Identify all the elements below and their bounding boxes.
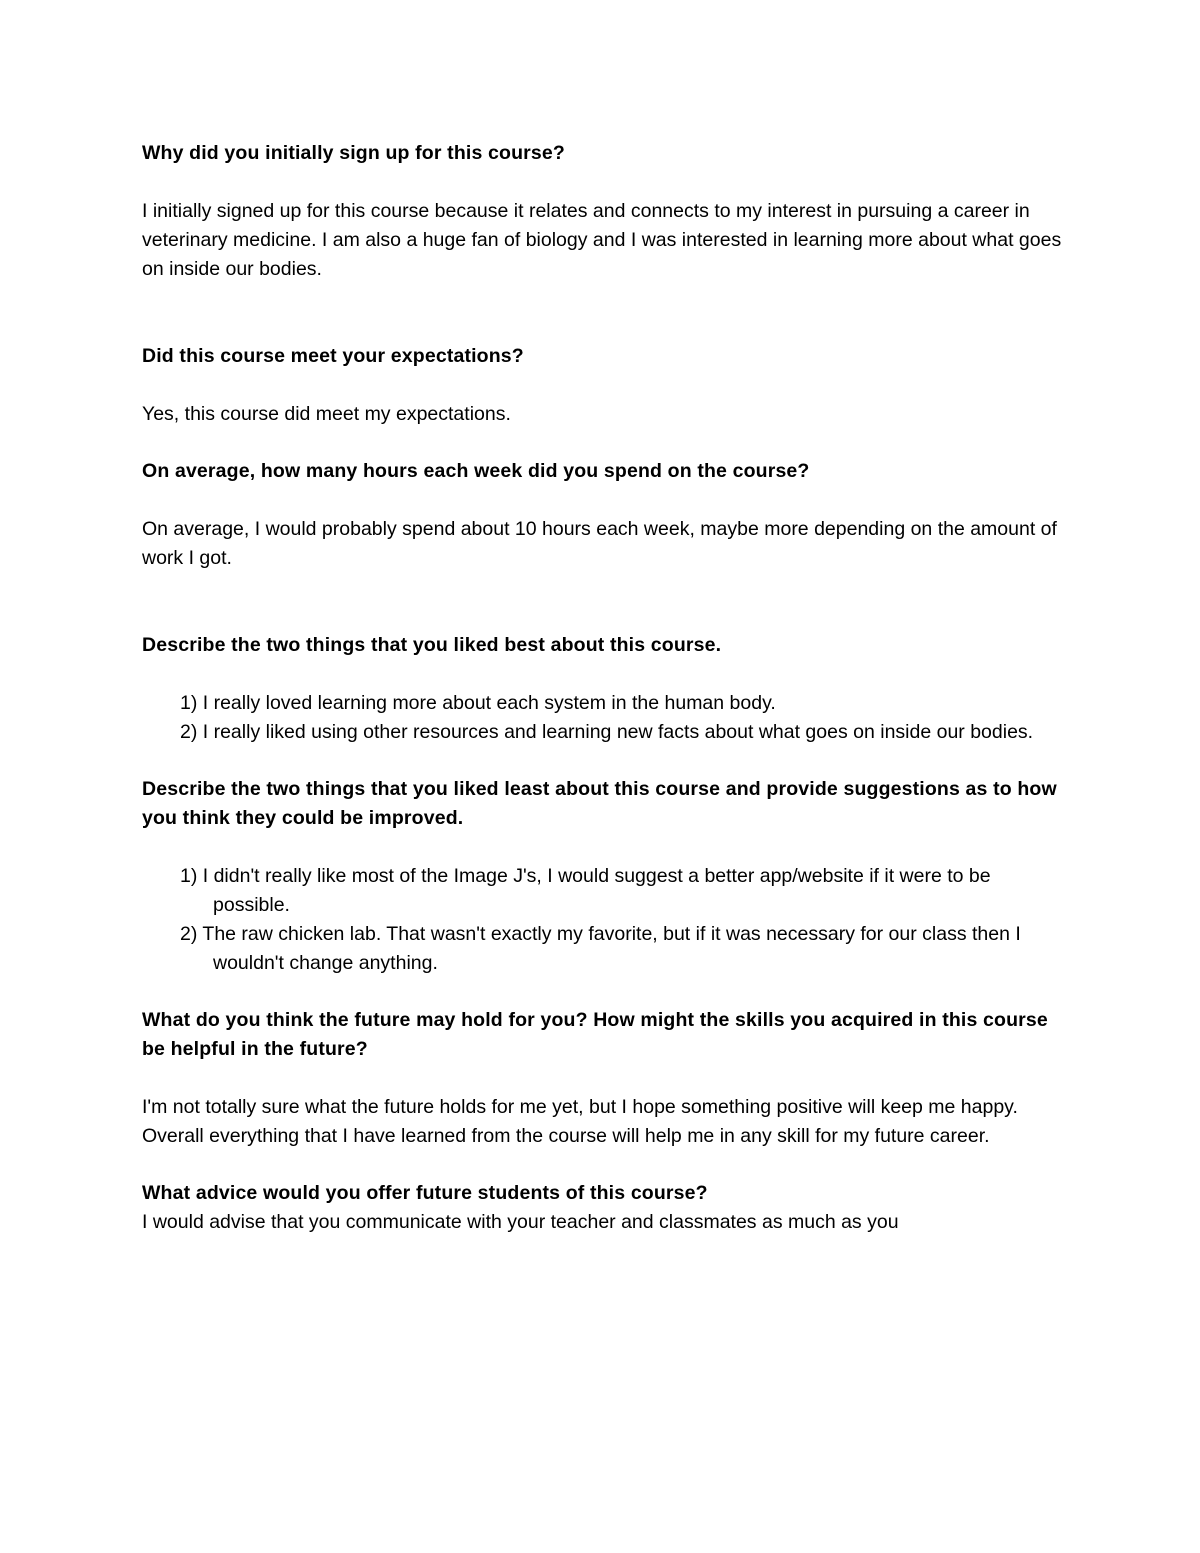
- answer-paragraph: I initially signed up for this course because it relates and connects to my interest in pursuing a career in veterinary medicine. I am also a huge fan of biology and I was interested in learning more about what goes on inside our bodies.: [142, 200, 1062, 280]
- question-heading: Why did you initially sign up for this course?: [142, 142, 565, 164]
- answer-paragraph: I'm not totally sure what the future holds for me yet, but I hope something positive will keep me happy. Overall everything that I have learned from the course will help me in any skill for my future career.: [142, 1096, 1018, 1147]
- question-heading: What do you think the future may hold for you? How might the skills you acquired in this course be helpful in the future?: [142, 1009, 1048, 1060]
- question-heading: On average, how many hours each week did you spend on the course?: [142, 460, 810, 482]
- question-heading: Did this course meet your expectations?: [142, 345, 524, 367]
- answer-list: [142, 862, 1062, 978]
- list-item: 1) I really loved learning more about each system in the human body.: [180, 692, 776, 714]
- answer-paragraph: Yes, this course did meet my expectations.: [142, 403, 511, 425]
- answer-paragraph: On average, I would probably spend about 10 hours each week, maybe more depending on the amount of work I got.: [142, 518, 1057, 569]
- question-heading: What advice would you offer future students of this course?: [142, 1182, 708, 1204]
- question-heading: Describe the two things that you liked least about this course and provide suggestions as to how you think they could be improved.: [142, 778, 1057, 829]
- list-item: 2) The raw chicken lab. That wasn't exactly my favorite, but if it was necessary for our class then I wouldn't change anything.: [180, 923, 1021, 974]
- question-heading: Describe the two things that you liked best about this course.: [142, 634, 722, 656]
- document-body: [142, 139, 1062, 1237]
- answer-paragraph: I would advise that you communicate with your teacher and classmates as much as you: [142, 1211, 899, 1233]
- list-item: 2) I really liked using other resources and learning new facts about what goes on inside our bodies.: [180, 721, 1034, 743]
- list-item: 1) I didn't really like most of the Image J's, I would suggest a better app/website if it were to be possible.: [180, 865, 991, 916]
- answer-list: [142, 689, 1062, 747]
